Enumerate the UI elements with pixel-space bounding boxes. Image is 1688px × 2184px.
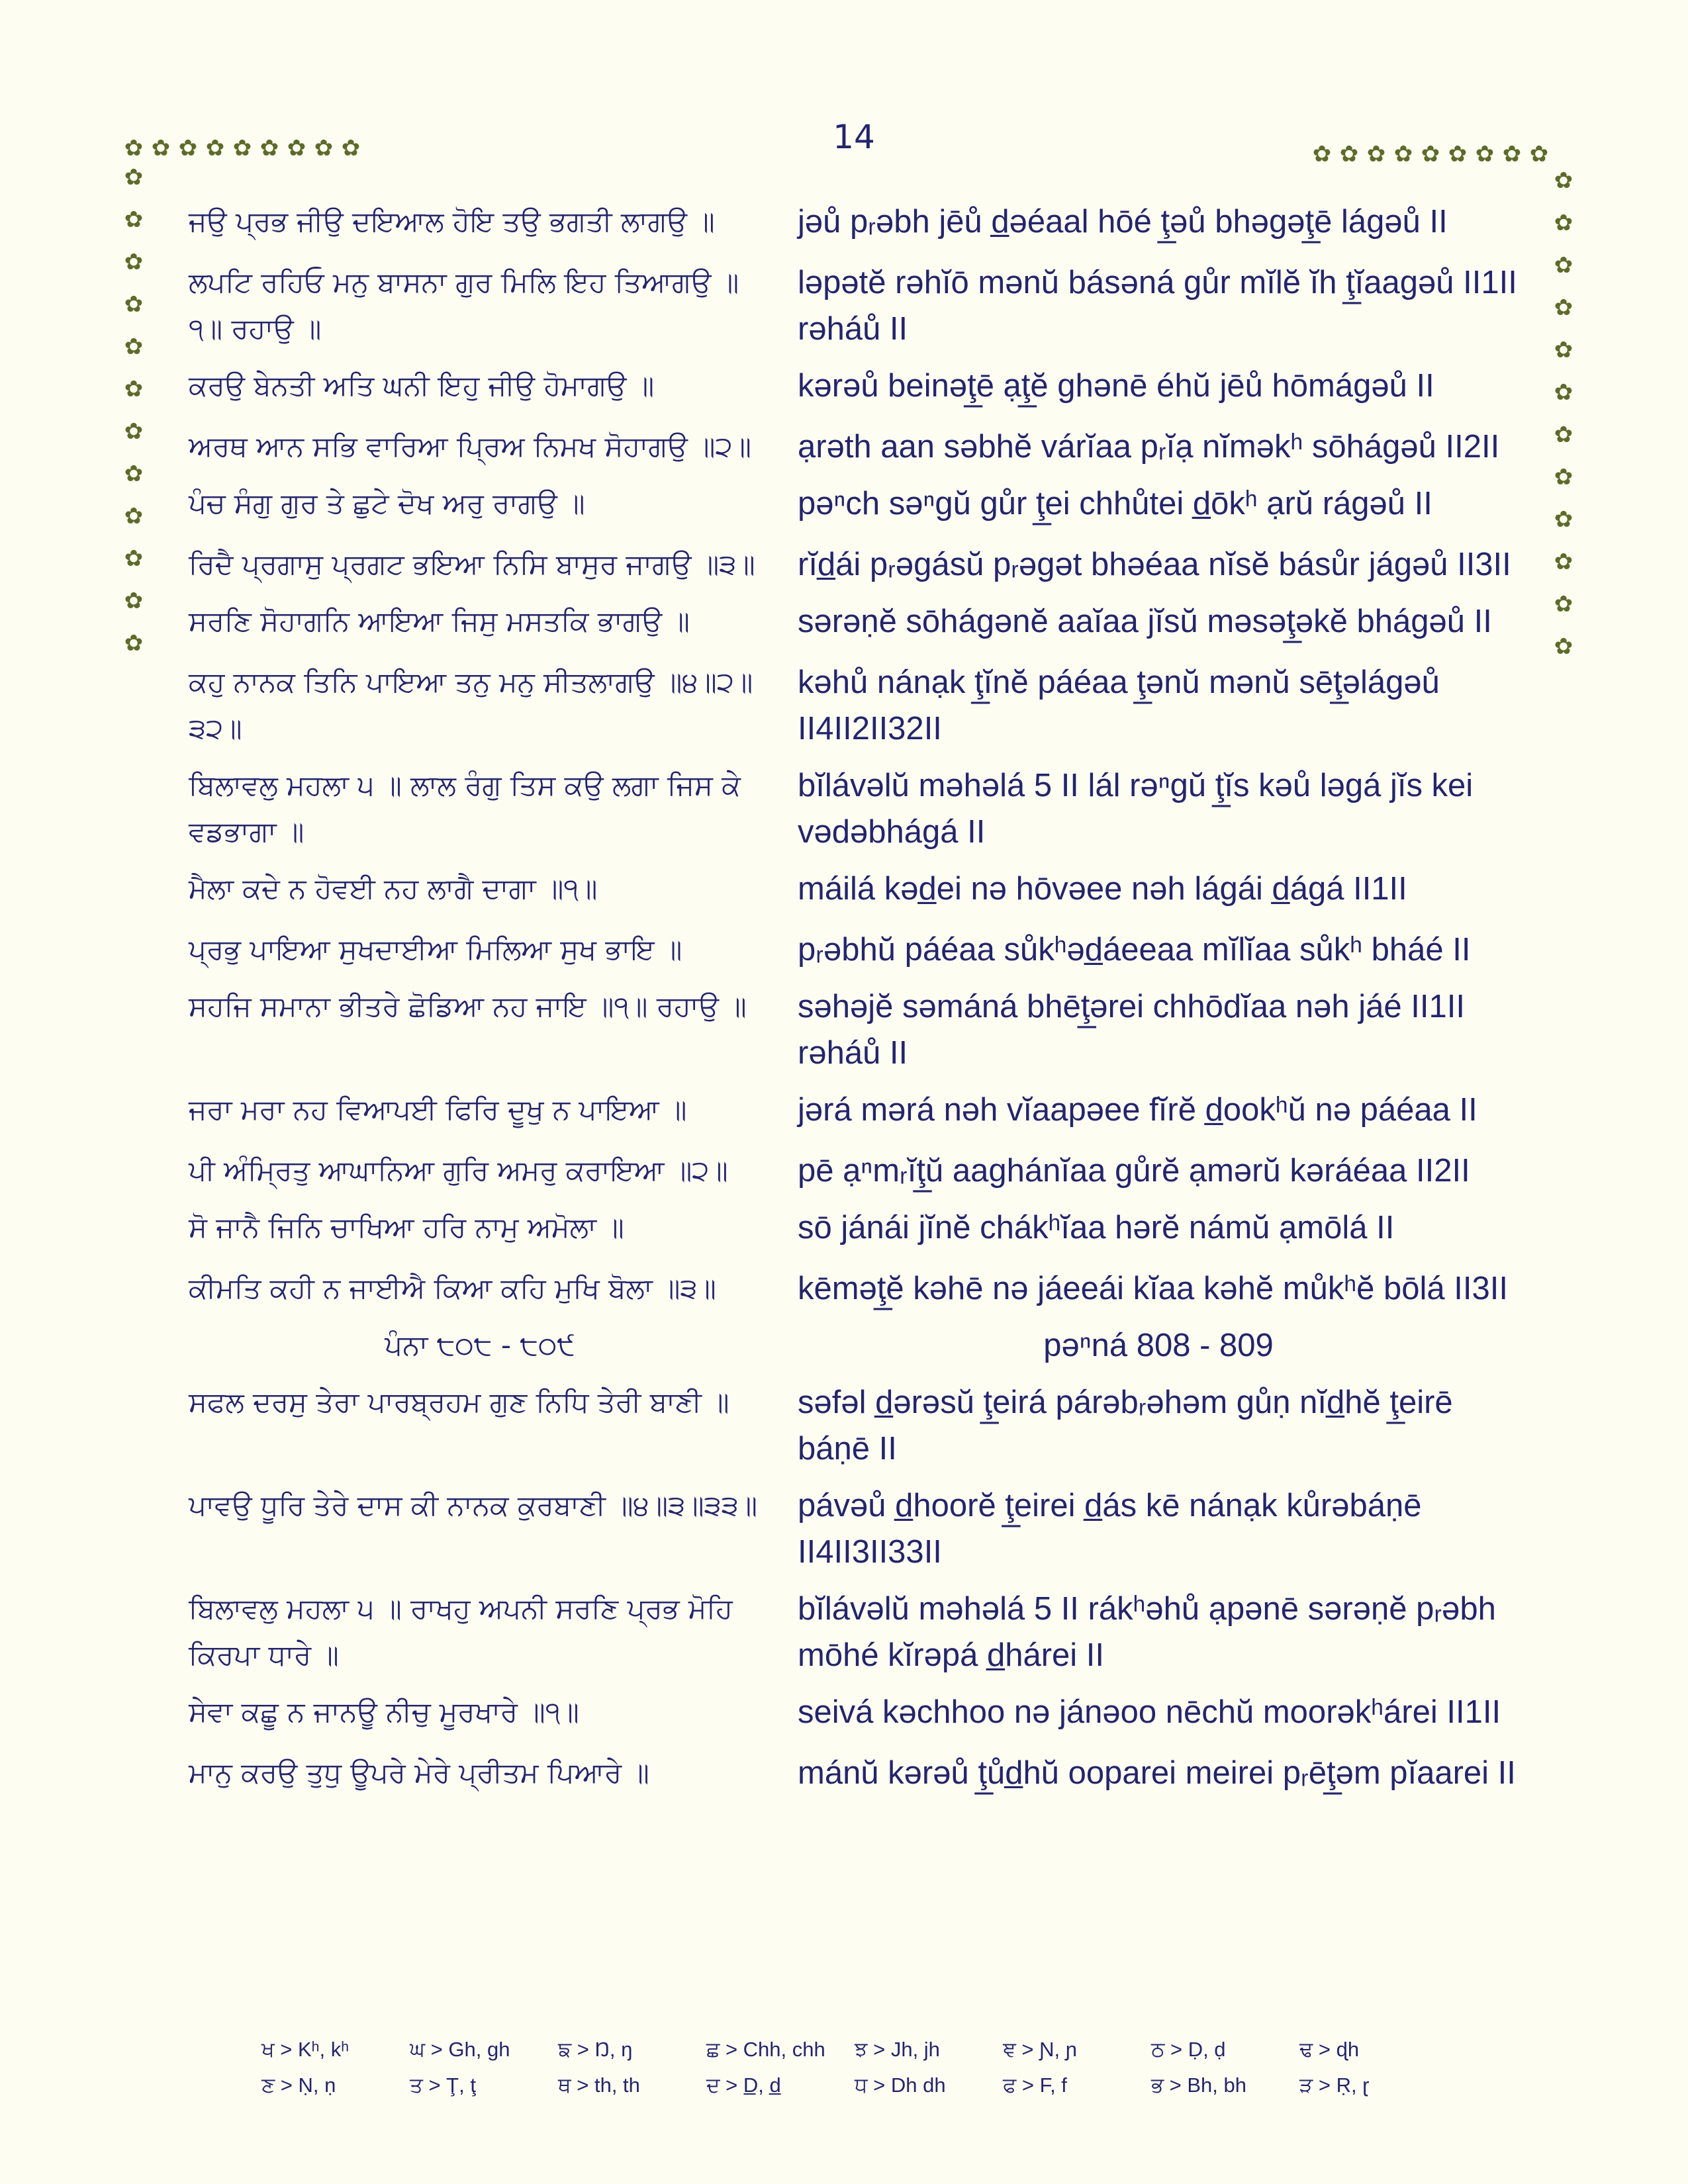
transliteration-text: pávəů d̲hoorĕ ţ̲eirei d̲ás kē nánạk kůrəbáṇē II4II3II33II (798, 1488, 1422, 1570)
flower-icon: ✿ (1475, 141, 1495, 167)
flower-icon: ✿ (1554, 506, 1573, 533)
gurmukhi-text: ਲਪਟਿ ਰਹਿਓ ਮਨੁ ਬਾਸਨਾ ਗੁਰ ਮਿਲਿ ਇਹ ਤਿਆਗਉ ॥੧॥ ਰਹਾਉ ॥ (189, 266, 739, 345)
legend-item: ਢ > ɖh (1299, 2038, 1360, 2061)
gurmukhi-text: ਸਰਣਿ ਸੋਹਾਗਨਿ ਆਇਆ ਜਿਸੁ ਮਸਤਕਿ ਭਾਗਉ ॥ (189, 605, 690, 637)
flower-icon: ✿ (1554, 633, 1573, 660)
legend-item: ਦ > D̲, d̲ (706, 2073, 781, 2097)
flower-icon: ✿ (124, 135, 144, 161)
flower-icon: ✿ (151, 135, 171, 161)
flower-icon: ✿ (124, 334, 144, 360)
transliteration-text: seivá kəchhoo nə jánəoo nēchŭ moorəkʰárei II1II (798, 1694, 1501, 1730)
legend-item: ਧ > Dh dh (855, 2073, 946, 2097)
legend-item: ਭ > Bh, bh (1151, 2073, 1246, 2097)
gurmukhi-text: ਕਰਉ ਬੇਨਤੀ ਅਤਿ ਘਨੀ ਇਹੁ ਜੀਉ ਹੋਮਾਗਉ ॥ (189, 369, 655, 402)
gurmukhi-text: ਅਰਥ ਆਨ ਸਭਿ ਵਾਰਿਆ ਪ੍ਰਿਅ ਨਿਮਖ ਸੋਹਾਗਉ ॥੨॥ (189, 430, 751, 463)
verse-row (189, 259, 1519, 352)
flower-icon: ✿ (205, 135, 225, 161)
flower-icon: ✿ (124, 249, 144, 275)
verse-row (189, 1379, 1519, 1472)
flower-icon: ✿ (1502, 141, 1522, 167)
flower-icon: ✿ (1554, 379, 1573, 406)
gurmukhi-text: ਪੰਚ ਸੰਗੁ ਗੁਰ ਤੇ ਛੁਟੇ ਦੋਖ ਅਰੁ ਰਾਗਉ ॥ (189, 487, 585, 520)
transliteration-text: jəů pᵣəbh jēů d̲əéaal hōé ţ̲əů bhəgəţ̲ē lágəů II (798, 204, 1448, 240)
transliteration-text: jərá mərá nəh vĭaapəee fĭrĕ d̲ookʰŭ nə páéaa II (798, 1092, 1477, 1128)
flower-icon: ✿ (1529, 141, 1549, 167)
flower-icon: ✿ (1554, 210, 1573, 236)
verse-row (189, 424, 1519, 470)
legend-item: ਫ > F, f (1003, 2073, 1067, 2097)
flower-icon: ✿ (1366, 141, 1386, 167)
transliteration-text: ạrəth aan səbhĕ várĭaa pᵣĭạ nĭməkʰ sōhágəů II2II (798, 429, 1500, 465)
flower-icon: ✿ (1554, 295, 1573, 321)
legend-item: ਖ > Kʰ, kʰ (261, 2038, 350, 2061)
legend-item: ੜ > Ṛ, ɽ (1299, 2073, 1370, 2097)
transliteration-text: kēməţ̲ĕ kəhē nə jáeeái kĭaa kəhĕ můkʰĕ bōlá II3II (798, 1271, 1508, 1306)
flower-icon: ✿ (1393, 141, 1413, 167)
flower-icon: ✿ (1554, 252, 1573, 279)
legend-row (261, 2032, 1453, 2068)
verse-row (189, 1265, 1519, 1312)
legend-item: ਤ > Ţ, ţ (410, 2073, 476, 2097)
transliteration-text: ləpətĕ rəhĭō mənŭ básəná gůr mĭlĕ ĭh ţ̲ĭaagəů II1II rəháů II (798, 265, 1517, 347)
flower-icon: ✿ (1448, 141, 1468, 167)
flower-icon: ✿ (124, 164, 144, 191)
hymn-table (189, 199, 1519, 1796)
gurmukhi-text: ਸੋ ਜਾਨੈ ਜਿਨਿ ਚਾਖਿਆ ਹਰਿ ਨਾਮੁ ਅਮੋਲਾ ॥ (189, 1211, 624, 1244)
flower-icon: ✿ (178, 135, 198, 161)
verse-row (189, 363, 1519, 409)
flower-icon: ✿ (1312, 141, 1332, 167)
transliteration-text: máilá kəd̲ei nə hōvəee nəh lágái d̲ágá II1II (798, 871, 1407, 907)
verse-row (189, 199, 1519, 245)
transliteration-text: kərəů beinəţ̲ē ạţ̲ĕ ghənē éhŭ jēů hōmágəů II (798, 368, 1434, 404)
transliteration-text: bĭlávəlŭ məhəlá 5 II rákʰəhů ạpənē sərəṇĕ pᵣəbh mōhé kĭrəpá d̲hárei II (798, 1591, 1496, 1673)
gurmukhi-text: ਬਿਲਾਵਲੁ ਮਹਲਾ ੫ ॥ ਲਾਲ ਰੰਗੁ ਤਿਸ ਕਉ ਲਗਾ ਜਿਸ ਕੇ ਵਡਭਾਗਾ ॥ (189, 769, 741, 848)
flower-icon: ✿ (124, 503, 144, 529)
flower-icon: ✿ (124, 545, 144, 572)
gurmukhi-text: ਪੀ ਅੰਮ੍ਰਿਤੁ ਆਘਾਨਿਆ ਗੁਰਿ ਅਮਰੁ ਕਰਾਇਆ ॥੨॥ (189, 1154, 728, 1187)
verse-row (189, 1586, 1519, 1678)
legend-item: ਠ > Ḍ, ḍ (1151, 2038, 1226, 2061)
flower-icon: ✿ (1554, 549, 1573, 575)
transliteration-text: sō jánái jĭnĕ chákʰĭaa hərĕ námŭ ạmōlá II (798, 1210, 1395, 1246)
verse-row (189, 1087, 1519, 1133)
transliteration-text: pəⁿch səⁿgŭ gůr ţ̲ei chhůtei d̲ōkʰ ạrŭ rágəů II (798, 486, 1432, 522)
legend-item: ਘ > Gh, gh (410, 2038, 510, 2061)
flower-icon: ✿ (1421, 141, 1440, 167)
gurmukhi-text: ਸੇਵਾ ਕਛੂ ਨ ਜਾਨਊ ਨੀਚੁ ਮੂਰਖਾਰੇ ॥੧॥ (189, 1696, 579, 1728)
gurmukhi-text: ਸਹਜਿ ਸਮਾਨਾ ਭੀਤਰੇ ਛੋਡਿਆ ਨਹ ਜਾਇ ॥੧॥ ਰਹਾਉ ॥ (189, 990, 747, 1023)
flower-icon: ✿ (1554, 167, 1573, 194)
verse-row (189, 1750, 1519, 1796)
flower-icon: ✿ (124, 376, 144, 402)
transliteration-text: sərəṇĕ sōhágənĕ aaĭaa jĭsŭ məsəţ̲əkĕ bhágəů II (798, 604, 1492, 639)
flower-icon: ✿ (232, 135, 252, 161)
gurmukhi-text: ਪ੍ਰਭੁ ਪਾਇਆ ਸੁਖਦਾਈਆ ਮਿਲਿਆ ਸੁਖ ਭਾਇ ॥ (189, 933, 682, 966)
verse-row (189, 1205, 1519, 1251)
transliteration-legend (261, 2032, 1453, 2103)
verse-row (189, 762, 1519, 855)
flower-icon: ✿ (287, 135, 306, 161)
flower-icon: ✿ (124, 418, 144, 445)
gurmukhi-text: ਕੀਮਤਿ ਕਹੀ ਨ ਜਾਈਐ ਕਿਆ ਕਹਿ ਮੁਖਿ ਬੋਲਾ ॥੩॥ (189, 1272, 716, 1304)
legend-item: ਝ > Jh, jh (855, 2038, 940, 2061)
flower-icon: ✿ (124, 630, 144, 657)
verse-row (189, 598, 1519, 645)
legend-item: ਛ > Chh, chh (706, 2038, 825, 2061)
page-number: 14 (833, 118, 875, 156)
transliteration-text: pᵣəbhŭ páéaa sůkʰəd̲áeeaa mĭlĭaa sůkʰ bháé II (798, 932, 1471, 968)
transliteration-text: rĭd̲ái pᵣəgásŭ pᵣəgət bhəéaa nĭsĕ básůr jágəů II3II (798, 547, 1511, 582)
verse-row (189, 659, 1519, 752)
gurmukhi-text: ਕਹੁ ਨਾਨਕ ਤਿਨਿ ਪਾਇਆ ਤਨੁ ਮਨੁ ਸੀਤਲਾਗਉ ॥੪॥੨॥੩੨॥ (189, 666, 753, 745)
flower-icon: ✿ (1554, 464, 1573, 490)
transliteration-text: səhəjĕ səmáná bhēţ̲ərei chhōdĭaa nəh jáé II1II rəháů II (798, 989, 1465, 1071)
legend-item: ਣ > Ṇ, ṇ (261, 2073, 336, 2097)
transliteration-text: səfəl d̲ərəsŭ ţ̲eirá párəbᵣəhəm gůṇ nĭd̲hĕ ţ̲eirē báṇē II (798, 1385, 1453, 1467)
gurmukhi-text: ਸਫਲ ਦਰਸੁ ਤੇਰਾ ਪਾਰਬ੍ਰਹਮ ਗੁਣ ਨਿਧਿ ਤੇਰੀ ਬਾਣੀ ॥ (189, 1386, 729, 1418)
transliteration-text: pē ạⁿmᵣĭţ̲ŭ aaghánĭaa gůrĕ ạmərŭ kəráéaa II2II (798, 1153, 1470, 1189)
gurmukhi-text: ਮੈਲਾ ਕਦੇ ਨ ਹੋਵਈ ਨਹ ਲਾਗੈ ਦਾਗਾ ॥੧॥ (189, 872, 598, 905)
legend-row (261, 2068, 1453, 2103)
flower-icon: ✿ (314, 135, 334, 161)
flower-icon: ✿ (1339, 141, 1359, 167)
gurmukhi-text: ਪੰਨਾ ੮੦੮ - ੮੦੯ (385, 1329, 575, 1361)
verse-row (189, 480, 1519, 527)
flower-icon: ✿ (1554, 422, 1573, 448)
verse-row (189, 866, 1519, 912)
transliteration-text: bĭlávəlŭ məhəlá 5 II lál rəⁿgŭ ţ̲ĭs kəů ləgá jĭs kei vədəbhágá II (798, 768, 1474, 850)
verse-row (189, 1148, 1519, 1194)
gurmukhi-text: ਰਿਦੈ ਪ੍ਰਗਾਸੁ ਪ੍ਰਗਟ ਭਇਆ ਨਿਸਿ ਬਾਸੁਰ ਜਾਗਉ ॥੩॥ (189, 548, 755, 580)
verse-row (189, 927, 1519, 973)
legend-item: ਥ > th, th (558, 2073, 640, 2097)
verse-row (189, 983, 1519, 1076)
gurmukhi-text: ਬਿਲਾਵਲੁ ਮਹਲਾ ੫ ॥ ਰਾਖਹੁ ਅਪਨੀ ਸਰਣਿ ਪ੍ਰਭ ਮੋਹਿ ਕਿਰਪਾ ਧਾਰੇ ॥ (189, 1592, 733, 1671)
flower-icon: ✿ (124, 291, 144, 318)
flower-icon: ✿ (341, 135, 361, 161)
transliteration-text: mánŭ kərəů ţ̲ůd̲hŭ ooparei meirei pᵣēţ̲əm pĭaarei II (798, 1755, 1516, 1791)
transliteration-text: kəhů nánạk ţ̲ĭnĕ páéaa ţ̲ənŭ mənŭ sēţ̲əlágəů II4II2II32II (798, 664, 1440, 747)
flower-icon: ✿ (124, 588, 144, 614)
flower-icon: ✿ (1554, 337, 1573, 363)
gurmukhi-text: ਮਾਨੁ ਕਰਉ ਤੁਧੁ ਊਪਰੇ ਮੇਰੇ ਪ੍ਰੀਤਮ ਪਿਆਰੇ ॥ (189, 1756, 649, 1789)
transliteration-text: pəⁿná 808 - 809 (1043, 1328, 1274, 1363)
gurmukhi-text: ਜਉ ਪ੍ਰਭ ਜੀਉ ਦਇਆਲ ਹੋਇ ਤਉ ਭਗਤੀ ਲਾਗਉ ॥ (189, 205, 715, 238)
legend-item: ਞ > Ɲ, ɲ (1003, 2038, 1077, 2061)
page-range-heading (189, 1322, 1519, 1369)
gurmukhi-text: ਪਾਵਉ ਧੂਰਿ ਤੇਰੇ ਦਾਸ ਕੀ ਨਾਨਕ ਕੁਰਬਾਣੀ ॥੪॥੩॥੩੩॥ (189, 1489, 758, 1522)
flower-icon: ✿ (259, 135, 279, 161)
gurmukhi-text: ਜਰਾ ਮਰਾ ਨਹ ਵਿਆਪਈ ਫਿਰਿ ਦੂਖੁ ਨ ਪਾਇਆ ॥ (189, 1093, 687, 1126)
verse-row (189, 541, 1519, 588)
legend-item: ਙ > Ŋ, ŋ (558, 2038, 633, 2061)
verse-row (189, 1689, 1519, 1735)
flower-icon: ✿ (1554, 591, 1573, 617)
flower-icon: ✿ (124, 461, 144, 487)
flower-icon: ✿ (124, 206, 144, 233)
verse-row (189, 1482, 1519, 1575)
